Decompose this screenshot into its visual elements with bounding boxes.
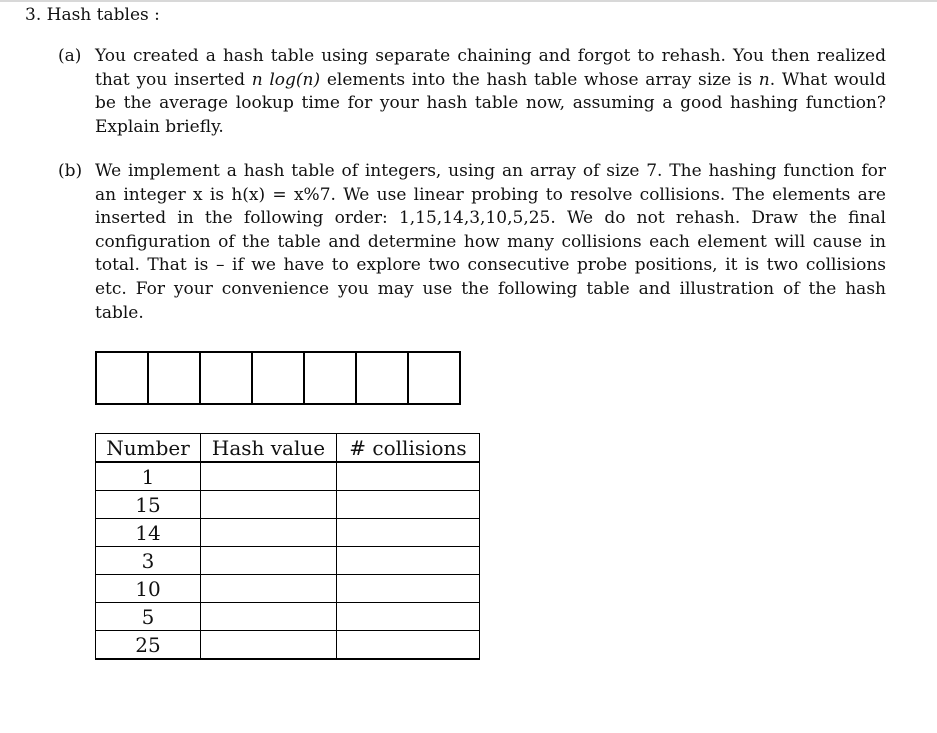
part-b-text: We implement a hash table of integers, using an array of size 7. The hashing function for an integer x is h(x) = x%7. We use linear probing to resolve collisions. The elements are inserted in the following order: 1,15,14,3,10,5,25. We do not rehash. Draw the final configuration of the table and determine how many collisions each element will cause in total. That is – if we have to explore two consecutive probe positions, it is two collisions etc. For your convenience you may use the following table and illustration of the hash table.: [95, 161, 886, 323]
cell-collisions: [337, 462, 480, 491]
cell-number: 25: [96, 631, 201, 660]
hash-slot-1: [149, 353, 201, 403]
hash-array-illustration: [95, 351, 461, 405]
collision-table: [95, 433, 480, 660]
cell-number: 5: [96, 603, 201, 631]
cell-hash: [201, 462, 337, 491]
header-collisions: # collisions: [337, 434, 480, 463]
part-a-math-nlogn: n log(n): [251, 69, 321, 90]
cell-hash: [201, 547, 337, 575]
cell-number: 15: [96, 491, 201, 519]
part-b-label: (b): [58, 161, 83, 181]
table-header-row: [96, 434, 480, 463]
cell-hash: [201, 631, 337, 660]
header-number: Number: [96, 434, 201, 463]
cell-collisions: [337, 519, 480, 547]
cell-collisions: [337, 603, 480, 631]
table-row: [96, 491, 480, 519]
table-row: [96, 631, 480, 660]
table-row: [96, 575, 480, 603]
hash-slot-0: [97, 353, 149, 403]
cell-collisions: [337, 547, 480, 575]
cell-hash: [201, 603, 337, 631]
table-row: [96, 603, 480, 631]
cell-number: 1: [96, 462, 201, 491]
part-a-text-2: elements into the hash table whose array size is: [320, 69, 759, 90]
cell-number: 10: [96, 575, 201, 603]
cell-collisions: [337, 491, 480, 519]
cell-collisions: [337, 575, 480, 603]
table-row: [96, 462, 480, 491]
hash-slot-2: [201, 353, 253, 403]
question-heading: 3. Hash tables :: [25, 5, 160, 25]
table-row: [96, 547, 480, 575]
hash-slot-3: [253, 353, 305, 403]
part-a-label: (a): [58, 46, 82, 66]
question-part-a: [58, 45, 886, 139]
part-a-math-n: n: [758, 69, 770, 90]
header-hash-value: Hash value: [201, 434, 337, 463]
cell-collisions: [337, 631, 480, 660]
hash-slot-5: [357, 353, 409, 403]
cell-hash: [201, 519, 337, 547]
question-part-b: [58, 160, 886, 325]
cell-number: 3: [96, 547, 201, 575]
part-a-text: [95, 45, 886, 139]
hash-slot-4: [305, 353, 357, 403]
cell-number: 14: [96, 519, 201, 547]
cell-hash: [201, 575, 337, 603]
part-a-text-3: . What would be the average lookup time for your hash table now, assuming a good hashing function? Explain briefly.: [95, 69, 886, 137]
hash-slot-6: [409, 353, 459, 403]
table-row: [96, 519, 480, 547]
part-a-text-1: You created a hash table using separate chaining and forgot to rehash. You then realized that you inserted: [95, 46, 886, 90]
top-divider: [0, 0, 937, 2]
cell-hash: [201, 491, 337, 519]
